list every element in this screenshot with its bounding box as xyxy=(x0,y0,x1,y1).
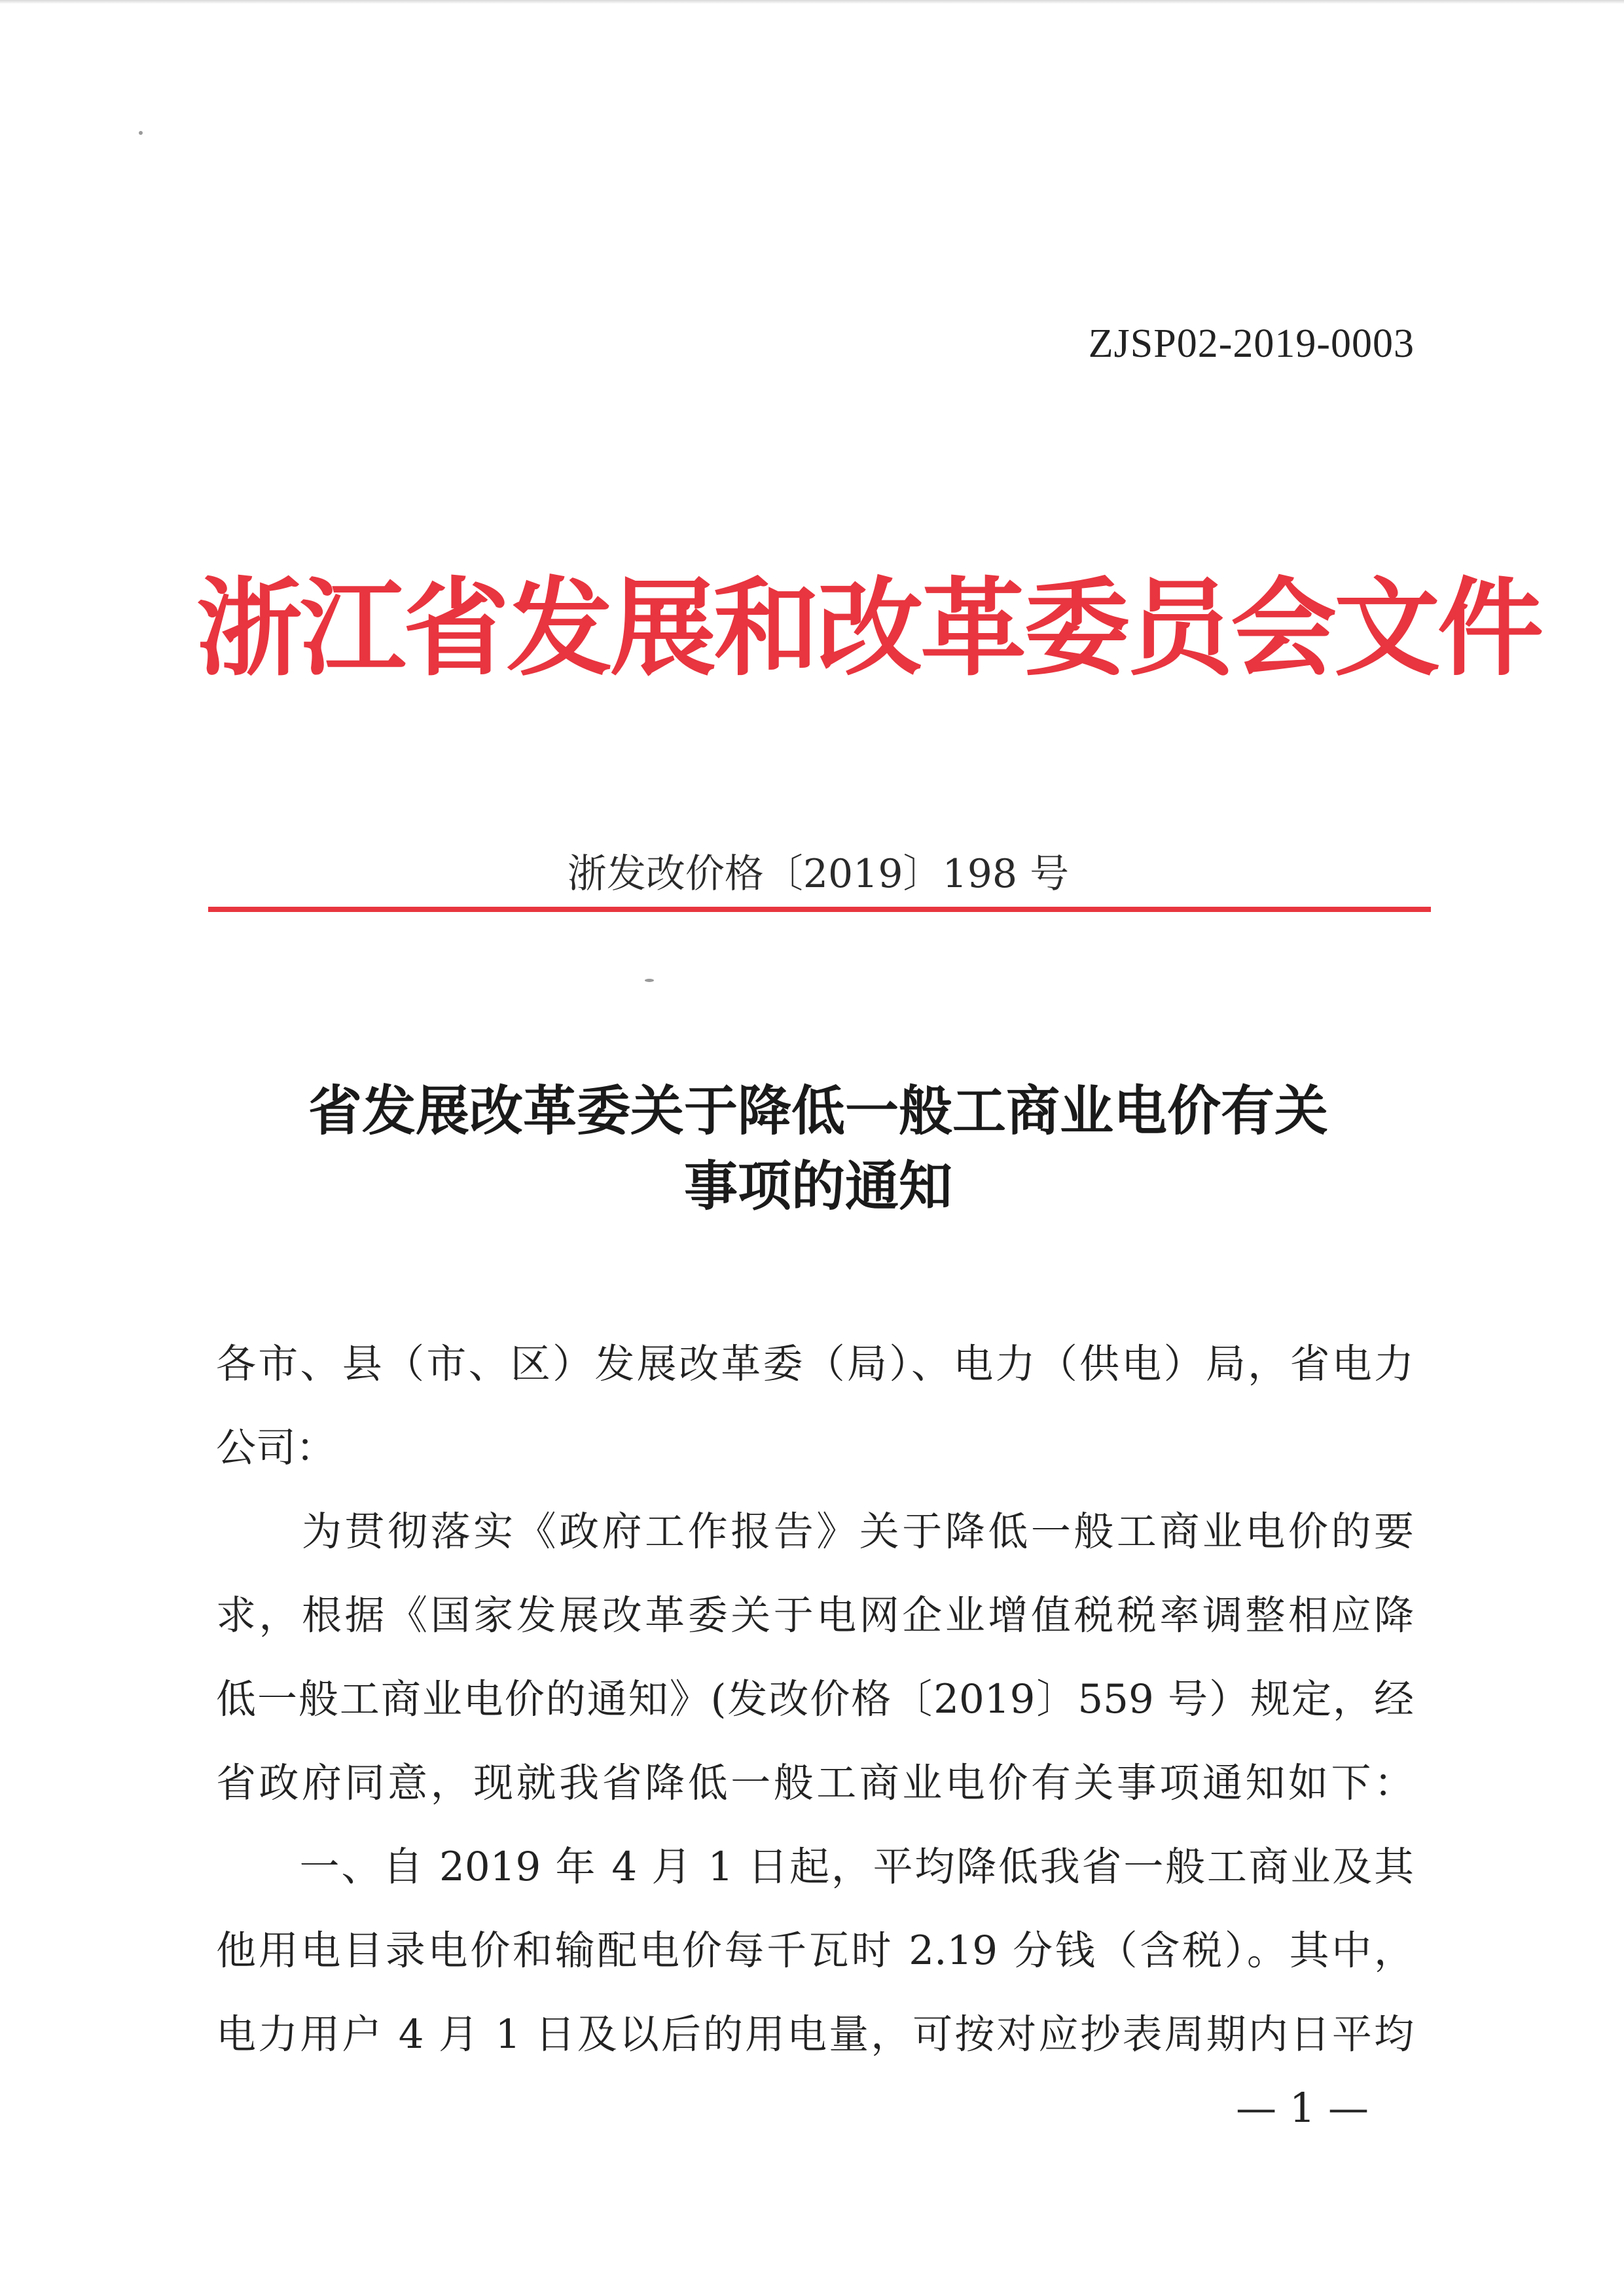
body-line: 各市、县（市、区）发展改革委（局）、电力（供电）局，省电力 xyxy=(216,1341,1414,1387)
title-line-1: 省发展改革委关于降低一般工商业电价有关 xyxy=(308,1080,1328,1142)
scan-speck xyxy=(139,131,143,135)
body-line: 求，根据《国家发展改革委关于电网企业增值税税率调整相应降 xyxy=(216,1592,1414,1639)
body-line: 一、自 2019 年 4 月 1 日起，平均降低我省一般工商业及其 xyxy=(216,1844,1414,1890)
red-masthead: 浙江省发展和改革委员会文件 xyxy=(196,566,1541,691)
scan-speck xyxy=(645,979,654,982)
body-text xyxy=(216,1322,1414,2077)
title-line-2: 事项的通知 xyxy=(683,1155,952,1218)
body-line: 省政府同意，现就我省降低一般工商业电价有关事项通知如下： xyxy=(216,1760,1414,1806)
document-title xyxy=(196,1074,1440,1224)
body-line: 公司： xyxy=(216,1425,336,1471)
body-line: 他用电目录电价和输配电价每千瓦时 2.19 分钱（含税）。其中， xyxy=(216,1927,1414,1974)
body-line: 为贯彻落实《政府工作报告》关于降低一般工商业电价的要 xyxy=(216,1508,1414,1555)
issue-number: 浙发改价格〔2019〕198 号 xyxy=(567,851,1070,897)
page-number: — 1 — xyxy=(1236,2084,1369,2132)
document-code: ZJSP02-2019-0003 xyxy=(1088,321,1415,366)
scan-edge-shadow xyxy=(0,0,1624,4)
body-line: 低一般工商业电价的通知》(发改价格〔2019〕559 号）规定，经 xyxy=(216,1676,1414,1722)
red-divider-rule xyxy=(208,907,1431,912)
body-line: 电力用户 4 月 1 日及以后的用电量，可按对应抄表周期内日平均 xyxy=(216,2011,1414,2058)
